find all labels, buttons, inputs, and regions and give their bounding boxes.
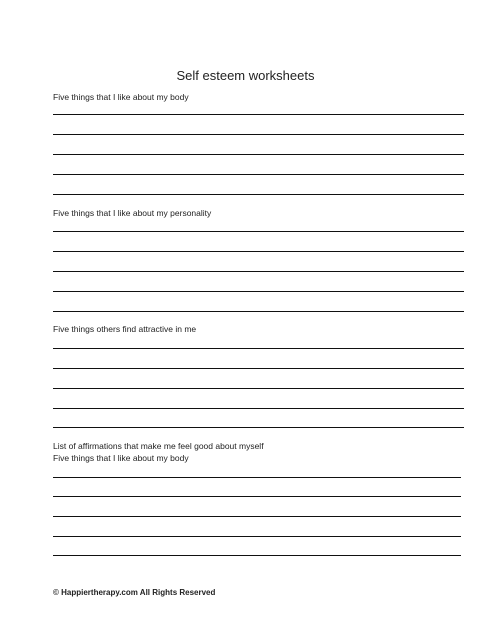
- writing-line: [53, 427, 464, 428]
- section-label-affirmations: List of affirmations that make me feel good about myself: [53, 441, 264, 451]
- writing-line: [53, 555, 461, 556]
- section-sublabel-body: Five things that I like about my body: [53, 453, 189, 463]
- section-label-body: Five things that I like about my body: [53, 92, 189, 102]
- section-label-personality: Five things that I like about my personality: [53, 208, 212, 218]
- writing-line: [53, 368, 464, 369]
- writing-line: [53, 251, 464, 252]
- writing-line: [53, 231, 464, 232]
- writing-line: [53, 114, 464, 115]
- writing-line: [53, 194, 464, 195]
- writing-line: [53, 348, 464, 349]
- copyright-footer: © Happiertherapy.com All Rights Reserved: [53, 588, 216, 597]
- writing-line: [53, 154, 464, 155]
- page-title: Self esteem worksheets: [176, 68, 315, 83]
- writing-line: [53, 134, 464, 135]
- writing-line: [53, 291, 464, 292]
- writing-line: [53, 174, 464, 175]
- writing-line: [53, 271, 464, 272]
- writing-line: [53, 477, 461, 478]
- writing-line: [53, 408, 464, 409]
- writing-line: [53, 311, 464, 312]
- writing-line: [53, 388, 464, 389]
- section-label-others: Five things others find attractive in me: [53, 324, 197, 334]
- writing-line: [53, 516, 461, 517]
- writing-line: [53, 496, 461, 497]
- writing-line: [53, 536, 461, 537]
